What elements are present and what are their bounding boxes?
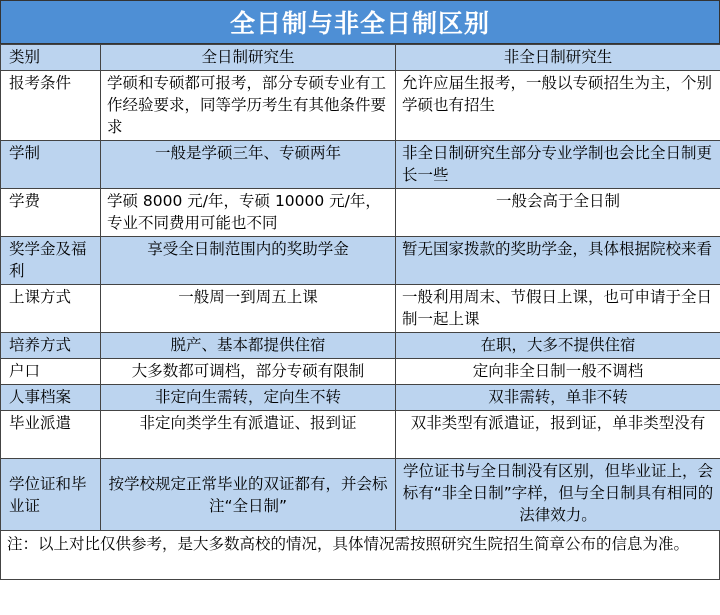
row-part-time: 一般会高于全日制 (396, 189, 720, 237)
row-part-time: 双非需转，单非不转 (396, 385, 720, 411)
row-category: 学制 (1, 141, 101, 189)
row-category: 学位证和毕业证 (1, 459, 101, 531)
row-part-time: 一般利用周末、节假日上课，也可申请于全日制一起上课 (396, 285, 720, 333)
header-part-time: 非全日制研究生 (396, 45, 720, 71)
comparison-table (0, 44, 720, 531)
row-part-time: 允许应届生报考，一般以专硕招生为主，个别学硕也有招生 (396, 71, 720, 141)
row-part-time: 双非类型有派遣证，报到证，单非类型没有 (396, 411, 720, 459)
table-row (1, 189, 720, 237)
header-category: 类别 (1, 45, 101, 71)
table-row (1, 385, 720, 411)
row-full-time: 享受全日制范围内的奖助学金 (101, 237, 396, 285)
row-category: 上课方式 (1, 285, 101, 333)
row-full-time: 一般周一到周五上课 (101, 285, 396, 333)
row-category: 报考条件 (1, 71, 101, 141)
row-full-time: 学硕 8000 元/年，专硕 10000 元/年，专业不同费用可能也不同 (101, 189, 396, 237)
table-row (1, 285, 720, 333)
table-row (1, 411, 720, 459)
table-header-row (1, 45, 720, 71)
page-title: 全日制与非全日制区别 (0, 0, 720, 44)
row-full-time: 学硕和专硕都可报考，部分专硕专业有工作经验要求，同等学历考生有其他条件要求 (101, 71, 396, 141)
row-full-time: 一般是学硕三年、专硕两年 (101, 141, 396, 189)
row-category: 奖学金及福利 (1, 237, 101, 285)
row-full-time: 大多数都可调档，部分专硕有限制 (101, 359, 396, 385)
table-row (1, 141, 720, 189)
row-part-time: 定向非全日制一般不调档 (396, 359, 720, 385)
row-part-time: 在职，大多不提供住宿 (396, 333, 720, 359)
footnote: 注：以上对比仅供参考，是大多数高校的情况，具体情况需按照研究生院招生简章公布的信息为准。 (0, 531, 720, 580)
table-row (1, 459, 720, 531)
row-full-time: 脱产、基本都提供住宿 (101, 333, 396, 359)
table-row (1, 359, 720, 385)
row-category: 学费 (1, 189, 101, 237)
row-category: 培养方式 (1, 333, 101, 359)
row-category: 毕业派遣 (1, 411, 101, 459)
row-part-time: 暂无国家拨款的奖助学金，具体根据院校来看 (396, 237, 720, 285)
header-full-time: 全日制研究生 (101, 45, 396, 71)
table-row (1, 237, 720, 285)
row-full-time: 非定向生需转，定向生不转 (101, 385, 396, 411)
row-full-time: 非定向类学生有派遣证、报到证 (101, 411, 396, 459)
table-row (1, 71, 720, 141)
row-part-time: 学位证书与全日制没有区别，但毕业证上，会标有“非全日制”字样，但与全日制具有相同的法律效力。 (396, 459, 720, 531)
row-category: 户口 (1, 359, 101, 385)
row-category: 人事档案 (1, 385, 101, 411)
row-part-time: 非全日制研究生部分专业学制也会比全日制更长一些 (396, 141, 720, 189)
table-row (1, 333, 720, 359)
row-full-time: 按学校规定正常毕业的双证都有，并会标注“全日制” (101, 459, 396, 531)
